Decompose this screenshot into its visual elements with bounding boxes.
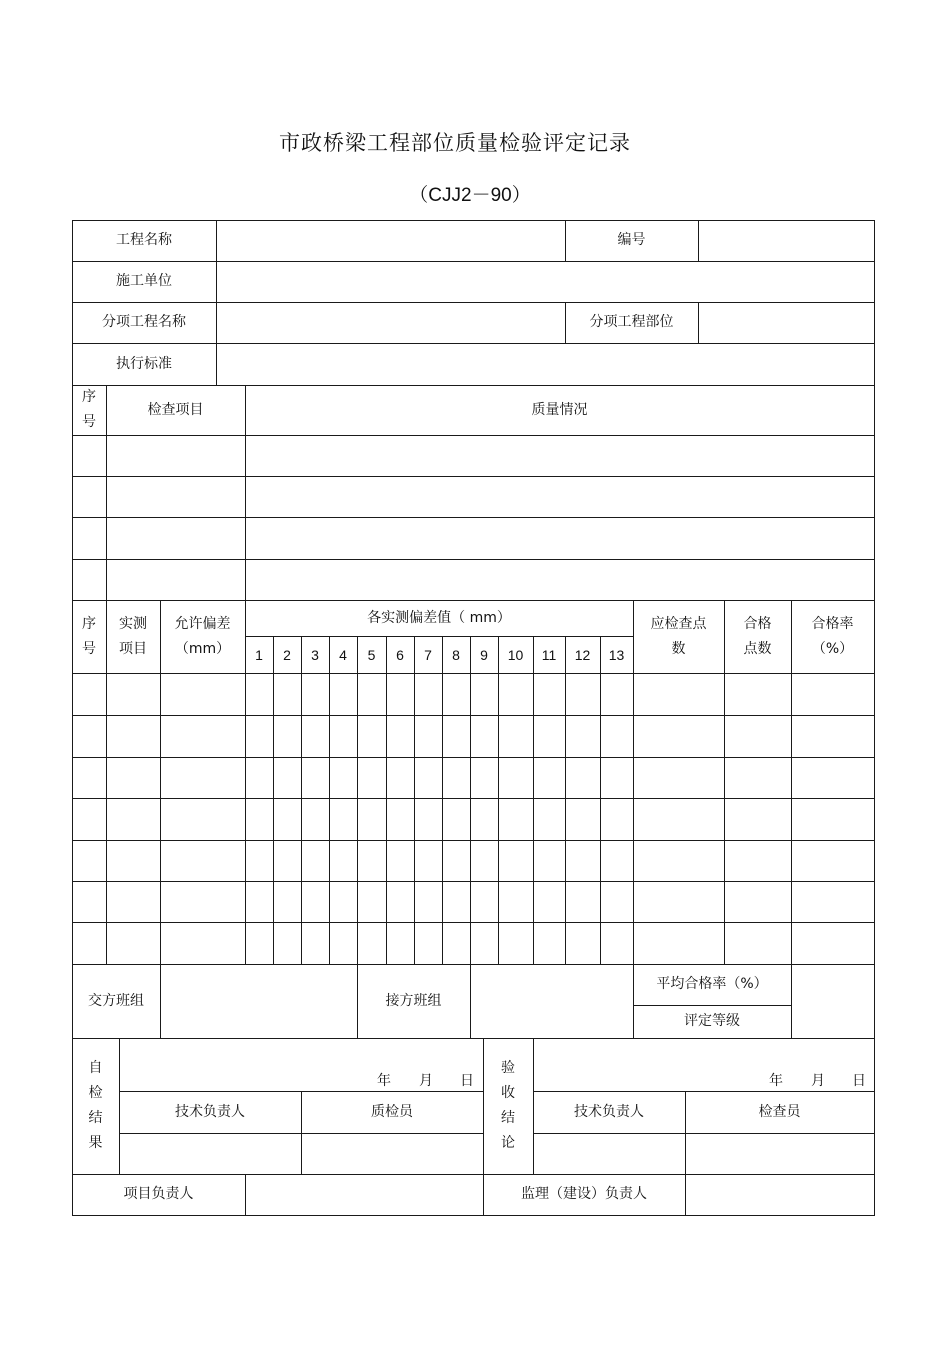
self-tech-lead-label: 技术负责人 bbox=[175, 1103, 245, 1120]
standard-label: 执行标准 bbox=[116, 355, 172, 372]
tolerance-label: 允许偏差 （mm） bbox=[174, 615, 231, 657]
project-name-label: 工程名称 bbox=[116, 232, 172, 248]
self-check-year: 年 bbox=[377, 1072, 391, 1089]
grid-vline bbox=[724, 600, 725, 965]
grid-hline bbox=[72, 964, 875, 965]
acc-tech-lead-label: 技术负责人 bbox=[574, 1103, 644, 1120]
subitem-part-label: 分项工程部位 bbox=[589, 314, 674, 330]
grade-label: 评定等级 bbox=[684, 1013, 740, 1029]
grid-hline bbox=[72, 798, 875, 799]
check-points-label: 应检查点 数 bbox=[650, 615, 707, 657]
deviation-point-4: 4 bbox=[339, 647, 347, 663]
grid-hline bbox=[72, 840, 875, 841]
to-team-field[interactable] bbox=[470, 964, 633, 1038]
self-check-month: 月 bbox=[419, 1072, 433, 1089]
standard-field[interactable] bbox=[216, 343, 874, 385]
grid-hline bbox=[72, 559, 875, 560]
grid-vline bbox=[160, 964, 161, 1039]
project-manager-label: 项目负责人 bbox=[123, 1186, 194, 1202]
grid-vline bbox=[216, 220, 217, 386]
grid-hline bbox=[533, 1091, 875, 1092]
grid-vline bbox=[119, 1038, 120, 1175]
project-manager-field[interactable] bbox=[245, 1174, 483, 1215]
grid-vline bbox=[160, 600, 161, 965]
contractor-label: 施工单位 bbox=[116, 273, 172, 289]
deviation-point-3: 3 bbox=[311, 647, 319, 663]
inspection-seq-label: 序 号 bbox=[82, 389, 96, 430]
deviation-point-13: 13 bbox=[608, 647, 625, 663]
grid-vline bbox=[565, 636, 566, 965]
deviation-point-10: 10 bbox=[507, 647, 524, 663]
grid-hline bbox=[72, 302, 875, 303]
pass-rate-label: 合格率 （%） bbox=[811, 615, 854, 657]
grid-vline bbox=[633, 600, 634, 965]
quality-label: 质量情况 bbox=[531, 401, 588, 418]
document-title: 市政桥梁工程部位质量检验评定记录 bbox=[279, 131, 631, 155]
subitem-part-field[interactable] bbox=[698, 302, 874, 343]
grid-vline bbox=[565, 220, 566, 262]
deviation-label: 各实测偏差值（ mm） bbox=[367, 609, 511, 626]
grid-hline bbox=[72, 517, 875, 518]
grid-vline bbox=[533, 1038, 534, 1175]
deviation-point-2: 2 bbox=[283, 647, 291, 663]
grid-vline bbox=[698, 220, 699, 262]
deviation-point-6: 6 bbox=[396, 647, 404, 663]
acceptance-year: 年 bbox=[769, 1072, 783, 1089]
grid-vline bbox=[565, 302, 566, 344]
grid-vline bbox=[414, 636, 415, 965]
pass-points-label: 合格 点数 bbox=[743, 615, 772, 657]
grid-hline bbox=[245, 636, 634, 637]
grid-vline bbox=[245, 385, 246, 601]
grid-vline bbox=[698, 302, 699, 344]
grid-hline bbox=[72, 1038, 875, 1039]
grid-hline bbox=[633, 1005, 792, 1006]
acc-inspector-label: 检查员 bbox=[758, 1103, 801, 1120]
deviation-point-12: 12 bbox=[574, 647, 591, 663]
grid-vline bbox=[245, 600, 246, 965]
grid-hline bbox=[533, 1133, 875, 1134]
grid-hline bbox=[72, 1215, 875, 1216]
grid-vline bbox=[329, 636, 330, 965]
deviation-point-7: 7 bbox=[424, 647, 432, 663]
grid-vline bbox=[301, 1091, 302, 1175]
grid-vline bbox=[874, 220, 875, 1216]
subitem-name-field[interactable] bbox=[216, 302, 565, 343]
grid-vline bbox=[273, 636, 274, 965]
grid-vline bbox=[357, 964, 358, 1039]
grid-vline bbox=[470, 636, 471, 965]
acceptance-month: 月 bbox=[811, 1072, 825, 1089]
document-subtitle: （CJJ2－90） bbox=[409, 185, 531, 206]
project-name-field[interactable] bbox=[216, 220, 565, 261]
supervisor-field[interactable] bbox=[685, 1174, 874, 1215]
grid-hline bbox=[72, 1174, 875, 1175]
grid-vline bbox=[106, 600, 107, 965]
grid-vline bbox=[498, 636, 499, 965]
grid-vline bbox=[301, 636, 302, 965]
serial-field[interactable] bbox=[698, 220, 874, 261]
grid-hline bbox=[72, 757, 875, 758]
deviation-point-9: 9 bbox=[480, 647, 488, 663]
grid-hline bbox=[72, 922, 875, 923]
grid-vline bbox=[685, 1091, 686, 1216]
grid-hline bbox=[72, 385, 875, 386]
self-check-label: 自 检 结 果 bbox=[88, 1060, 103, 1151]
grid-vline bbox=[106, 385, 107, 601]
grid-vline bbox=[470, 964, 471, 1039]
subitem-name-label: 分项工程名称 bbox=[102, 314, 186, 330]
to-team-label: 接方班组 bbox=[385, 992, 442, 1009]
self-check-day: 日 bbox=[460, 1072, 474, 1089]
grid-hline bbox=[72, 435, 875, 436]
grid-hline bbox=[72, 673, 875, 674]
grid-vline bbox=[442, 636, 443, 965]
avg-rate-field[interactable] bbox=[791, 964, 874, 1038]
grid-vline bbox=[600, 636, 601, 965]
from-team-field[interactable] bbox=[160, 964, 357, 1038]
grid-hline bbox=[72, 261, 875, 262]
deviation-point-11: 11 bbox=[541, 647, 557, 663]
grid-vline bbox=[483, 1038, 484, 1216]
grid-hline bbox=[72, 343, 875, 344]
grid-vline bbox=[72, 220, 73, 1216]
supervisor-label: 监理（建设）负责人 bbox=[521, 1186, 647, 1202]
grid-hline bbox=[72, 220, 875, 221]
contractor-field[interactable] bbox=[216, 261, 874, 302]
grid-vline bbox=[245, 1174, 246, 1216]
measure-item-label: 实测 项目 bbox=[119, 615, 147, 657]
avg-rate-label: 平均合格率（%） bbox=[656, 976, 768, 992]
measure-seq-label: 序 号 bbox=[82, 615, 96, 657]
grid-hline bbox=[72, 715, 875, 716]
grid-vline bbox=[791, 600, 792, 1039]
grid-vline bbox=[533, 636, 534, 965]
acceptance-day: 日 bbox=[852, 1072, 866, 1089]
grid-hline bbox=[72, 600, 875, 601]
deviation-point-8: 8 bbox=[452, 647, 460, 663]
inspection-item-label: 检查项目 bbox=[147, 401, 204, 418]
grid-vline bbox=[357, 636, 358, 965]
self-inspector-label: 质检员 bbox=[371, 1103, 413, 1120]
deviation-point-1: 1 bbox=[255, 647, 263, 663]
grid-vline bbox=[386, 636, 387, 965]
grid-hline bbox=[72, 881, 875, 882]
grid-hline bbox=[72, 476, 875, 477]
from-team-label: 交方班组 bbox=[88, 992, 144, 1009]
acceptance-label: 验 收 结 论 bbox=[501, 1060, 515, 1151]
serial-label: 编号 bbox=[617, 232, 646, 248]
deviation-point-5: 5 bbox=[367, 647, 376, 663]
grid-vline bbox=[633, 964, 634, 1039]
